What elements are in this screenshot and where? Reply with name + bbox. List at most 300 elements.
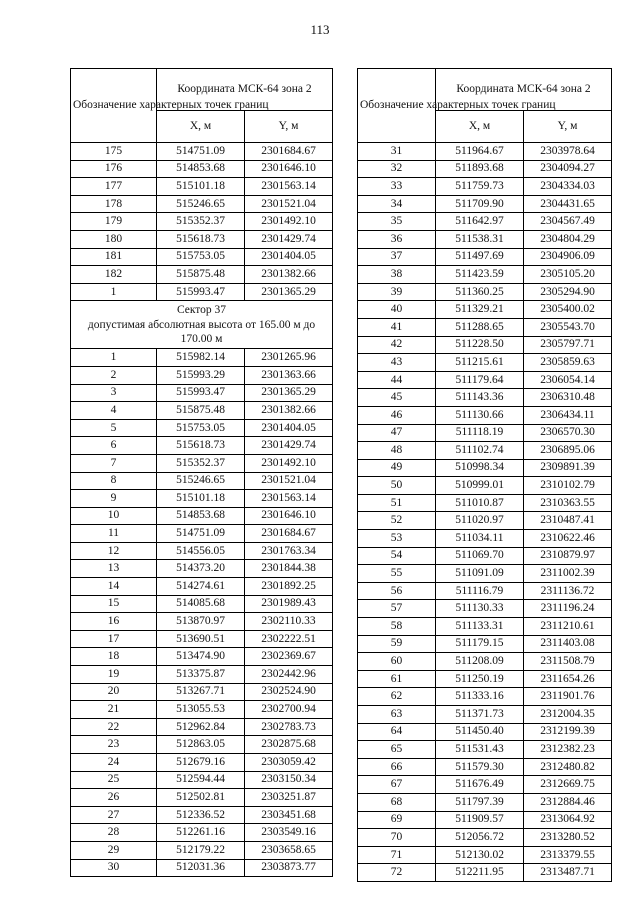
point-number-cell: 43: [358, 354, 436, 372]
x-coordinate-cell: 511450.40: [436, 723, 524, 741]
table-row: [358, 178, 612, 196]
table-row: [71, 195, 333, 213]
y-coordinate-cell: 2303978.64: [524, 143, 612, 161]
point-number-cell: 67: [358, 776, 436, 794]
y-coordinate-cell: 2306310.48: [524, 389, 612, 407]
point-number-cell: 56: [358, 582, 436, 600]
x-coordinate-cell: 514853.68: [157, 507, 245, 525]
y-coordinate-cell: 2302524.90: [245, 683, 333, 701]
x-coordinate-cell: 512130.02: [436, 846, 524, 864]
table-row: [71, 824, 333, 842]
right-table-body: [358, 143, 612, 882]
point-number-cell: 2: [71, 366, 157, 384]
y-coordinate-cell: 2305294.90: [524, 283, 612, 301]
x-coordinate-cell: 512863.05: [157, 736, 245, 754]
table-row: [358, 618, 612, 636]
y-coordinate-cell: 2304567.49: [524, 213, 612, 231]
x-coordinate-cell: 511329.21: [436, 301, 524, 319]
x-coordinate-cell: 511116.79: [436, 582, 524, 600]
point-number-cell: 18: [71, 648, 157, 666]
y-coordinate-cell: 2310102.79: [524, 477, 612, 495]
x-coordinate-cell: 515352.37: [157, 454, 245, 472]
table-row: [358, 670, 612, 688]
x-coordinate-cell: 515246.65: [157, 195, 245, 213]
y-coordinate-cell: 2302222.51: [245, 630, 333, 648]
point-number-cell: 21: [71, 701, 157, 719]
page-number: 113: [310, 22, 330, 37]
x-coordinate-cell: 511179.15: [436, 635, 524, 653]
table-row: [358, 547, 612, 565]
table-row: [71, 789, 333, 807]
y-coordinate-cell: 2303059.42: [245, 754, 333, 772]
y-coordinate-cell: 2309891.39: [524, 459, 612, 477]
table-row: [358, 793, 612, 811]
table-row: [71, 630, 333, 648]
table-row: [71, 472, 333, 490]
x-coordinate-cell: 512336.52: [157, 806, 245, 824]
y-coordinate-cell: 2304094.27: [524, 160, 612, 178]
y-header: Y, м: [524, 111, 612, 143]
y-coordinate-cell: 2305797.71: [524, 336, 612, 354]
table-row: [358, 389, 612, 407]
y-coordinate-cell: 2301363.66: [245, 366, 333, 384]
point-number-cell: 55: [358, 565, 436, 583]
y-coordinate-cell: 2303451.68: [245, 806, 333, 824]
table-row: [358, 741, 612, 759]
point-number-cell: 34: [358, 195, 436, 213]
x-coordinate-cell: 512031.36: [157, 859, 245, 877]
y-coordinate-cell: 2311136.72: [524, 582, 612, 600]
point-number-cell: 47: [358, 424, 436, 442]
table-row: [358, 442, 612, 460]
point-number-cell: 48: [358, 442, 436, 460]
point-number-cell: 176: [71, 160, 157, 178]
x-header: X, м: [157, 111, 245, 143]
table-row: [358, 195, 612, 213]
point-number-cell: 5: [71, 419, 157, 437]
y-coordinate-cell: 2301429.74: [245, 437, 333, 455]
y-coordinate-cell: 2301684.67: [245, 143, 333, 161]
point-number-cell: 20: [71, 683, 157, 701]
point-number-cell: 23: [71, 736, 157, 754]
y-coordinate-cell: 2301892.25: [245, 578, 333, 596]
y-coordinate-cell: 2301646.10: [245, 507, 333, 525]
point-number-cell: 8: [71, 472, 157, 490]
y-coordinate-cell: 2312669.75: [524, 776, 612, 794]
point-number-cell: 49: [358, 459, 436, 477]
x-coordinate-cell: 515246.65: [157, 472, 245, 490]
x-coordinate-cell: 512502.81: [157, 789, 245, 807]
point-number-cell: 17: [71, 630, 157, 648]
y-coordinate-cell: 2303150.34: [245, 771, 333, 789]
x-coordinate-cell: 512679.16: [157, 754, 245, 772]
point-number-cell: 31: [358, 143, 436, 161]
point-number-cell: 45: [358, 389, 436, 407]
point-number-cell: 13: [71, 560, 157, 578]
table-row: [71, 490, 333, 508]
x-coordinate-cell: 511069.70: [436, 547, 524, 565]
table-row: [71, 178, 333, 196]
point-number-cell: 50: [358, 477, 436, 495]
y-coordinate-cell: 2311002.39: [524, 565, 612, 583]
x-coordinate-cell: 513055.53: [157, 701, 245, 719]
x-coordinate-cell: 513870.97: [157, 613, 245, 631]
y-coordinate-cell: 2312199.39: [524, 723, 612, 741]
x-coordinate-cell: 511531.43: [436, 741, 524, 759]
table-row: [71, 578, 333, 596]
table-row: [358, 143, 612, 161]
x-coordinate-cell: 515101.18: [157, 178, 245, 196]
x-coordinate-cell: 512261.16: [157, 824, 245, 842]
point-number-cell: 59: [358, 635, 436, 653]
x-coordinate-cell: 511676.49: [436, 776, 524, 794]
table-row: [358, 354, 612, 372]
x-coordinate-cell: 511371.73: [436, 706, 524, 724]
x-coordinate-cell: 512211.95: [436, 864, 524, 882]
table-row: [358, 776, 612, 794]
point-number-cell: 24: [71, 754, 157, 772]
point-number-cell: 7: [71, 454, 157, 472]
point-number-cell: 38: [358, 266, 436, 284]
point-number-cell: 16: [71, 613, 157, 631]
point-number-cell: 57: [358, 600, 436, 618]
x-coordinate-cell: 511333.16: [436, 688, 524, 706]
table-row: [71, 437, 333, 455]
point-number-cell: 36: [358, 230, 436, 248]
point-number-cell: 41: [358, 318, 436, 336]
y-coordinate-cell: 2312884.46: [524, 793, 612, 811]
point-number-cell: 25: [71, 771, 157, 789]
table-row: [358, 230, 612, 248]
point-number-cell: 65: [358, 741, 436, 759]
point-number-cell: 51: [358, 494, 436, 512]
y-coordinate-cell: 2305105.20: [524, 266, 612, 284]
point-number-cell: 32: [358, 160, 436, 178]
table-row: [71, 736, 333, 754]
table-row: [358, 688, 612, 706]
y-coordinate-cell: 2305859.63: [524, 354, 612, 372]
x-coordinate-cell: 511020.97: [436, 512, 524, 530]
y-coordinate-cell: 2301404.05: [245, 248, 333, 266]
y-coordinate-cell: 2306570.30: [524, 424, 612, 442]
point-number-cell: 29: [71, 841, 157, 859]
y-coordinate-cell: 2313379.55: [524, 846, 612, 864]
x-coordinate-cell: 511130.33: [436, 600, 524, 618]
table-row: [71, 213, 333, 231]
table-row: [71, 542, 333, 560]
table-row: [358, 706, 612, 724]
y-coordinate-cell: 2304334.03: [524, 178, 612, 196]
point-number-cell: 27: [71, 806, 157, 824]
left-table-body-b: [71, 349, 333, 877]
table-row: [358, 565, 612, 583]
x-coordinate-cell: 511642.97: [436, 213, 524, 231]
x-coordinate-cell: 511143.36: [436, 389, 524, 407]
x-coordinate-cell: 515618.73: [157, 230, 245, 248]
point-number-cell: 58: [358, 618, 436, 636]
table-row: [358, 811, 612, 829]
point-number-cell: 44: [358, 371, 436, 389]
table-row: [71, 648, 333, 666]
x-coordinate-cell: 511360.25: [436, 283, 524, 301]
x-coordinate-cell: 512962.84: [157, 718, 245, 736]
x-coordinate-cell: 514373.20: [157, 560, 245, 578]
table-row: [358, 477, 612, 495]
x-coordinate-cell: 511133.31: [436, 618, 524, 636]
y-coordinate-cell: 2302110.33: [245, 613, 333, 631]
x-coordinate-cell: 515993.47: [157, 283, 245, 301]
y-coordinate-cell: 2301492.10: [245, 454, 333, 472]
table-row: [358, 494, 612, 512]
y-coordinate-cell: 2304431.65: [524, 195, 612, 213]
point-number-cell: 40: [358, 301, 436, 319]
table-row: [71, 613, 333, 631]
table-row: [71, 683, 333, 701]
x-coordinate-cell: 510999.01: [436, 477, 524, 495]
x-coordinate-cell: 511797.39: [436, 793, 524, 811]
table-row: [71, 754, 333, 772]
point-number-cell: 19: [71, 666, 157, 684]
point-number-cell: 15: [71, 595, 157, 613]
table-row: [71, 454, 333, 472]
y-coordinate-cell: 2306895.06: [524, 442, 612, 460]
y-coordinate-cell: 2306434.11: [524, 406, 612, 424]
point-number-cell: 28: [71, 824, 157, 842]
y-coordinate-cell: 2301382.66: [245, 266, 333, 284]
point-number-cell: 46: [358, 406, 436, 424]
x-coordinate-cell: 511964.67: [436, 143, 524, 161]
point-number-cell: 35: [358, 213, 436, 231]
x-coordinate-cell: 515352.37: [157, 213, 245, 231]
y-coordinate-cell: 2313280.52: [524, 829, 612, 847]
point-number-cell: 22: [71, 718, 157, 736]
table-row: [358, 829, 612, 847]
table-row: [71, 525, 333, 543]
point-label-header: Обозначение характерных точек границ: [358, 69, 436, 143]
table-row: [358, 371, 612, 389]
table-row: [71, 701, 333, 719]
table-row: [71, 384, 333, 402]
table-row: [71, 143, 333, 161]
point-number-cell: 178: [71, 195, 157, 213]
table-row: [358, 530, 612, 548]
y-coordinate-cell: 2305543.70: [524, 318, 612, 336]
point-number-cell: 180: [71, 230, 157, 248]
y-coordinate-cell: 2311196.24: [524, 600, 612, 618]
y-coordinate-cell: 2301563.14: [245, 490, 333, 508]
left-table-body-a: [71, 143, 333, 301]
y-coordinate-cell: 2302442.96: [245, 666, 333, 684]
y-coordinate-cell: 2302369.67: [245, 648, 333, 666]
table-row: [71, 806, 333, 824]
x-coordinate-cell: 511215.61: [436, 354, 524, 372]
x-header: X, м: [436, 111, 524, 143]
x-coordinate-cell: 511497.69: [436, 248, 524, 266]
point-number-cell: 64: [358, 723, 436, 741]
table-row: [358, 336, 612, 354]
y-coordinate-cell: 2302700.94: [245, 701, 333, 719]
table-row: [71, 283, 333, 301]
point-number-cell: 53: [358, 530, 436, 548]
table-row: [71, 507, 333, 525]
sector-caption: [71, 301, 333, 349]
x-coordinate-cell: 511288.65: [436, 318, 524, 336]
point-number-cell: 72: [358, 864, 436, 882]
x-coordinate-cell: 511579.30: [436, 758, 524, 776]
y-coordinate-cell: 2304906.09: [524, 248, 612, 266]
table-row: [358, 723, 612, 741]
x-coordinate-cell: 515875.48: [157, 266, 245, 284]
point-number-cell: 63: [358, 706, 436, 724]
y-coordinate-cell: 2301365.29: [245, 283, 333, 301]
point-number-cell: 39: [358, 283, 436, 301]
point-number-cell: 30: [71, 859, 157, 877]
y-coordinate-cell: 2312480.82: [524, 758, 612, 776]
x-coordinate-cell: 514274.61: [157, 578, 245, 596]
x-coordinate-cell: 511179.64: [436, 371, 524, 389]
y-coordinate-cell: 2301492.10: [245, 213, 333, 231]
x-coordinate-cell: 511709.90: [436, 195, 524, 213]
table-row: [71, 266, 333, 284]
point-number-cell: 42: [358, 336, 436, 354]
y-coordinate-cell: 2301684.67: [245, 525, 333, 543]
x-coordinate-cell: 515753.05: [157, 419, 245, 437]
table-row: [358, 424, 612, 442]
x-coordinate-cell: 510998.34: [436, 459, 524, 477]
table-row: [358, 864, 612, 882]
table-row: [71, 349, 333, 367]
y-coordinate-cell: 2302783.73: [245, 718, 333, 736]
table-row: [71, 402, 333, 420]
table-row: [358, 213, 612, 231]
y-coordinate-cell: 2301521.04: [245, 195, 333, 213]
point-number-cell: 66: [358, 758, 436, 776]
y-coordinate-cell: 2301763.34: [245, 542, 333, 560]
x-coordinate-cell: 511091.09: [436, 565, 524, 583]
y-coordinate-cell: 2304804.29: [524, 230, 612, 248]
x-coordinate-cell: 515618.73: [157, 437, 245, 455]
x-coordinate-cell: 511538.31: [436, 230, 524, 248]
x-coordinate-cell: 514751.09: [157, 525, 245, 543]
table-row: [71, 366, 333, 384]
table-row: [358, 283, 612, 301]
x-coordinate-cell: 513474.90: [157, 648, 245, 666]
y-coordinate-cell: 2311508.79: [524, 653, 612, 671]
x-coordinate-cell: 513690.51: [157, 630, 245, 648]
y-coordinate-cell: 2301646.10: [245, 160, 333, 178]
y-coordinate-cell: 2303658.65: [245, 841, 333, 859]
table-row: [71, 859, 333, 877]
point-number-cell: 62: [358, 688, 436, 706]
x-coordinate-cell: 511102.74: [436, 442, 524, 460]
sector-description: допустимая абсолютная высота от 165.00 м до 170.00 м: [87, 318, 316, 346]
x-coordinate-cell: 514853.68: [157, 160, 245, 178]
table-row: [71, 666, 333, 684]
x-coordinate-cell: 513267.71: [157, 683, 245, 701]
y-coordinate-cell: 2301844.38: [245, 560, 333, 578]
y-coordinate-cell: 2312382.23: [524, 741, 612, 759]
y-coordinate-cell: 2302875.68: [245, 736, 333, 754]
point-number-cell: 11: [71, 525, 157, 543]
point-number-cell: 12: [71, 542, 157, 560]
point-number-cell: 181: [71, 248, 157, 266]
point-number-cell: 6: [71, 437, 157, 455]
table-row: [358, 653, 612, 671]
y-coordinate-cell: 2310487.41: [524, 512, 612, 530]
sector-title: Сектор 37: [176, 304, 227, 317]
x-coordinate-cell: 513375.87: [157, 666, 245, 684]
point-number-cell: 68: [358, 793, 436, 811]
coordinates-table-left: [70, 68, 333, 877]
y-coordinate-cell: 2301365.29: [245, 384, 333, 402]
point-number-cell: 33: [358, 178, 436, 196]
table-row: [71, 718, 333, 736]
x-coordinate-cell: 511208.09: [436, 653, 524, 671]
point-number-cell: 1: [71, 283, 157, 301]
table-row: [71, 841, 333, 859]
point-number-cell: 14: [71, 578, 157, 596]
table-row: [358, 248, 612, 266]
table-row: [71, 419, 333, 437]
x-coordinate-cell: 511010.87: [436, 494, 524, 512]
table-row: [71, 771, 333, 789]
y-coordinate-cell: 2311210.61: [524, 618, 612, 636]
point-number-cell: 37: [358, 248, 436, 266]
sector-block: [71, 301, 333, 349]
point-number-cell: 71: [358, 846, 436, 864]
y-coordinate-cell: 2301404.05: [245, 419, 333, 437]
x-coordinate-cell: 511228.50: [436, 336, 524, 354]
y-coordinate-cell: 2301382.66: [245, 402, 333, 420]
table-row: [358, 266, 612, 284]
x-coordinate-cell: 514556.05: [157, 542, 245, 560]
table-row: [358, 318, 612, 336]
x-coordinate-cell: 515101.18: [157, 490, 245, 508]
point-number-cell: 179: [71, 213, 157, 231]
y-coordinate-cell: 2311654.26: [524, 670, 612, 688]
point-number-cell: 60: [358, 653, 436, 671]
x-coordinate-cell: 511423.59: [436, 266, 524, 284]
y-coordinate-cell: 2312004.35: [524, 706, 612, 724]
point-number-cell: 61: [358, 670, 436, 688]
y-coordinate-cell: 2301563.14: [245, 178, 333, 196]
table-row: [358, 758, 612, 776]
x-coordinate-cell: 512594.44: [157, 771, 245, 789]
y-coordinate-cell: 2311901.76: [524, 688, 612, 706]
table-row: [71, 595, 333, 613]
point-number-cell: 70: [358, 829, 436, 847]
x-coordinate-cell: 514751.09: [157, 143, 245, 161]
y-coordinate-cell: 2310622.46: [524, 530, 612, 548]
coord-label-header: Координата МСК-64 зона 2: [157, 69, 333, 111]
y-coordinate-cell: 2313487.71: [524, 864, 612, 882]
point-number-cell: 52: [358, 512, 436, 530]
point-number-cell: 177: [71, 178, 157, 196]
x-coordinate-cell: 512179.22: [157, 841, 245, 859]
x-coordinate-cell: 511118.19: [436, 424, 524, 442]
x-coordinate-cell: 511759.73: [436, 178, 524, 196]
x-coordinate-cell: 515993.29: [157, 366, 245, 384]
point-number-cell: 1: [71, 349, 157, 367]
table-row: [358, 459, 612, 477]
y-header: Y, м: [245, 111, 333, 143]
y-coordinate-cell: 2301989.43: [245, 595, 333, 613]
y-coordinate-cell: 2313064.92: [524, 811, 612, 829]
table-row: [71, 160, 333, 178]
x-coordinate-cell: 515993.47: [157, 384, 245, 402]
table-row: [71, 230, 333, 248]
point-number-cell: 10: [71, 507, 157, 525]
